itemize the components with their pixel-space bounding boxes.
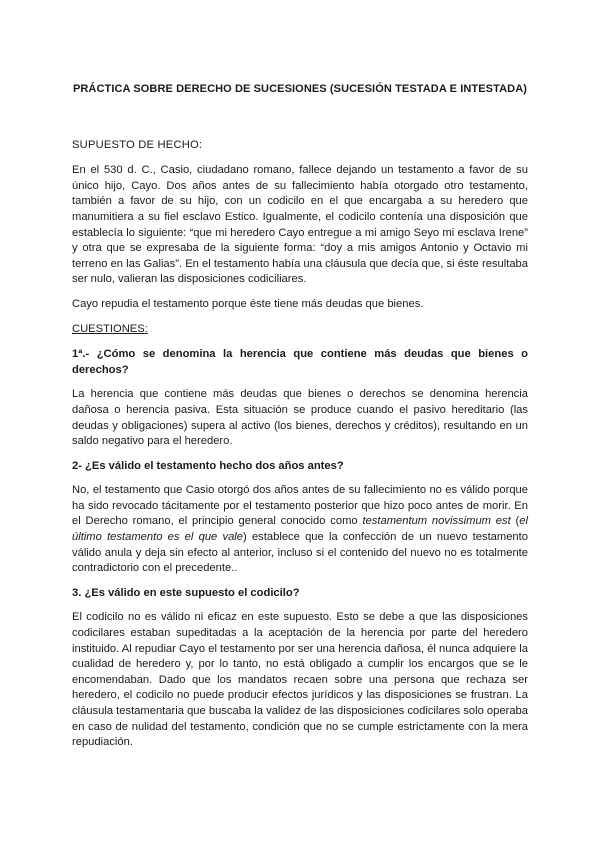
answer-2-open-paren: ( [510,515,520,528]
cuestiones-label: CUESTIONES [72,322,145,335]
answer-2-translation: el último testamento es el que vale [72,515,528,544]
supuesto-heading: SUPUESTO DE HECHO: [72,138,203,151]
cuestiones-colon: : [144,322,148,335]
question-1: 1ª.- ¿Cómo se denomina la herencia que contiene más deudas que bienes o derechos? [72,348,528,376]
question-2: 2- ¿Es válido el testamento hecho dos años antes? [72,459,344,472]
supuesto-paragraph-1: En el 530 d. C., Casio, ciudadano romano, fallece dejando un testamento a favor de su único hijo, Cayo. Dos años antes de su fallecimiento había otorgado otro testamento, también a favor de su hijo, con un codicilo en el que encargaba a su heredero que manumitiera a su fiel esclavo Estico. Igualmente, el codicilo contenía una disposición que establecía lo siguiente: “que mi heredero Cayo entregue a mi amigo Seyo mi esclava Irene” y otra que se expresaba de la siguiente forma: “doy a mis amigos Antonio y Octavio mi terreno en las Galias”. En el testamento había una cláusula que decía que, si éste resultaba ser nulo, valieran las disposiciones codiciliares. [72,164,528,286]
answer-2-part-1: No, el testamento que Casio otorgó dos años antes de su fallecimiento no es válido porque ha sido revocado tácitamente por el testamento posterior que hizo poco antes de morir. En el Derecho romano, el principio general conocido como [72,484,528,528]
answer-2-part-2: ) establece que la confección de un nuevo testamento válido anula y deja sin efecto al anterior, incluso si el contenido del nuevo no es totalmente contradictorio con el precedente.. [72,531,528,575]
answer-2-latin-maxim: testamentum novissimum est [362,515,511,528]
answer-1: La herencia que contiene más deudas que bienes o derechos se denomina herencia dañosa o herencia pasiva. Esta situación se produce cuando el pasivo hereditario (las deudas y obligaciones) supera al activo (los bienes, derechos y créditos), resultando en un saldo negativo para el heredero. [72,388,528,448]
cuestiones-heading [72,322,528,338]
question-3: 3. ¿Es válido en este supuesto el codicilo? [72,586,300,599]
answer-2 [72,483,528,577]
supuesto-paragraph-2: Cayo repudia el testamento porque éste tiene más deudas que bienes. [72,297,424,310]
document-title: PRÁCTICA SOBRE DERECHO DE SUCESIONES (SUCESIÓN TESTADA E INTESTADA) [72,83,528,95]
answer-3: El codicilo no es válido ni eficaz en este supuesto. Esto se debe a que las disposiciones codicilares estaban supeditadas a la aceptación de la herencia por parte del heredero instituido. Al repudiar Cayo el testamento por ser una herencia dañosa, él nunca adquiere la cualidad de heredero y, por lo tanto, no está obligado a cumplir los encargos que se le encomendaban. Dado que los mandatos recaen sobre una persona que rechaza ser heredero, el codicilo no puede producir efectos jurídicos y las disposiciones se frustran. La cláusula testamentaria que buscaba la validez de las disposiciones codicilares solo operaba en caso de nulidad del testamento, condición que no se cumple estrictamente con la mera repudiación. [72,611,528,749]
